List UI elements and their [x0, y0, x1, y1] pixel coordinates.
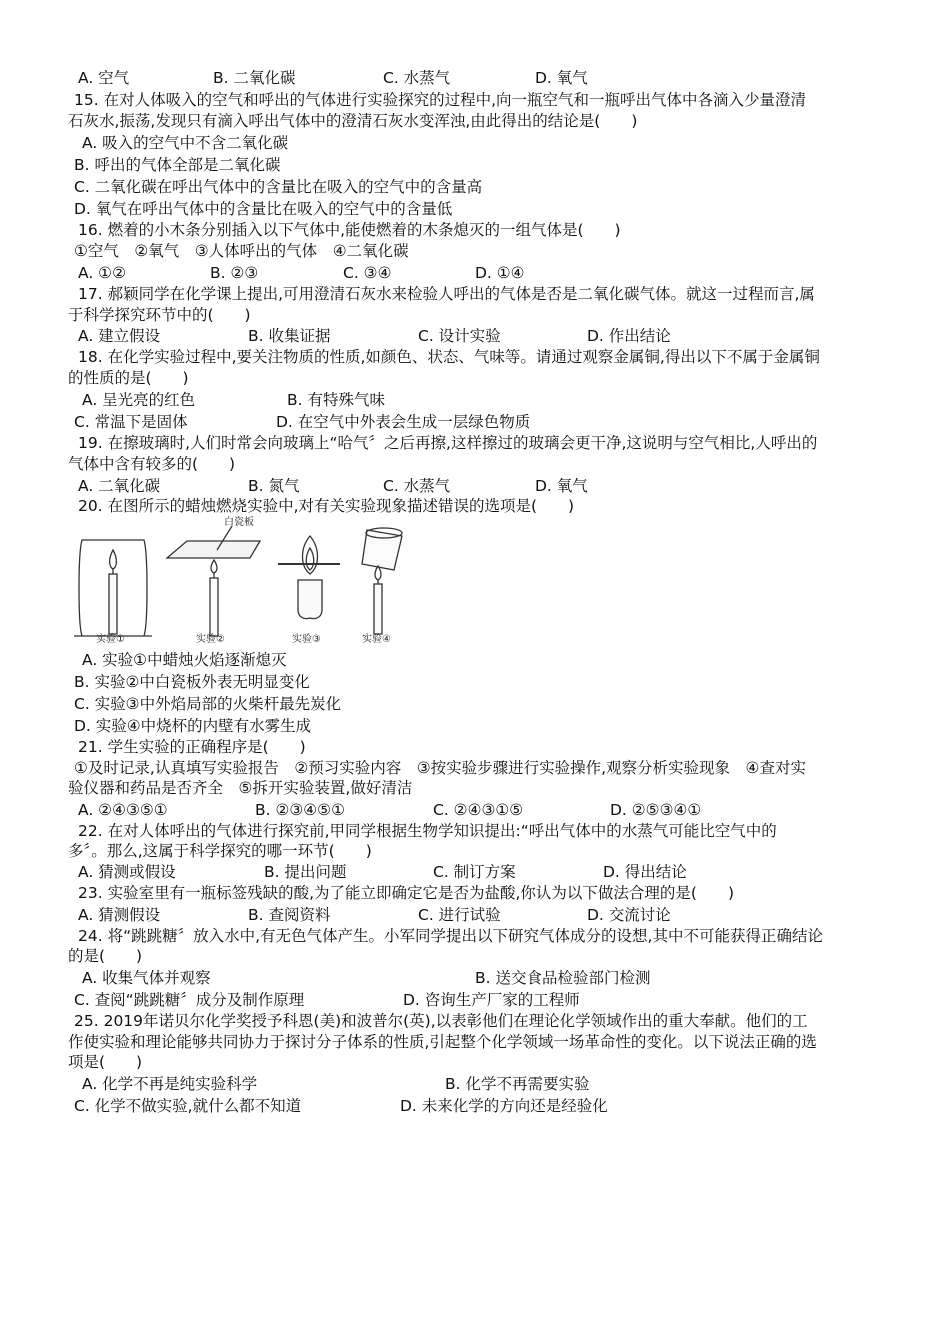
exp1-caption: 实验①	[96, 634, 125, 645]
q24-stem-line2: 的是( )	[68, 947, 143, 965]
q24-option-a: A. 收集气体并观察	[82, 969, 211, 987]
q23-option-c: C. 进行试验	[418, 906, 501, 924]
q18-option-a: A. 呈光亮的红色	[82, 391, 196, 409]
q22-option-b: B. 提出问题	[264, 863, 347, 881]
q24-stem-line1: 24. 将“跳跳糖〞放入水中,有无色气体产生。小军同学提出以下研究气体成分的设想,其中不可能获得正确结论	[78, 927, 823, 945]
q17-option-d: D. 作出结论	[587, 327, 671, 345]
exp1-candle	[109, 574, 117, 634]
q17-option-b: B. 收集证据	[248, 327, 331, 345]
exp3-outer-flame	[303, 536, 318, 574]
q15-option-a: A. 吸入的空气中不含二氧化碳	[82, 134, 289, 152]
exp3-candle	[298, 580, 322, 619]
q22-option-c: C. 制订方案	[433, 863, 516, 881]
exp2-white-plate	[167, 541, 260, 558]
q20-option-b: B. 实验②中白瓷板外表无明显变化	[74, 673, 310, 691]
q23-option-b: B. 查阅资料	[248, 906, 331, 924]
q19-option-c: C. 水蒸气	[383, 477, 451, 495]
q23-option-a: A. 猜测假设	[78, 906, 161, 924]
q15-option-d: D. 氧气在呼出气体中的含量比在吸入的空气中的含量低	[74, 200, 453, 218]
q22-option-a: A. 猜测或假设	[78, 863, 176, 881]
q24-option-b: B. 送交食品检验部门检测	[475, 969, 651, 987]
q14-option-b: B. 二氧化碳	[213, 69, 296, 87]
q15-option-b: B. 呼出的气体全部是二氧化碳	[74, 156, 281, 174]
q18-option-b: B. 有特殊气味	[287, 391, 385, 409]
q21-items-line2: 验仪器和药品是否齐全 ⑤拆开实验装置,做好清洁	[68, 779, 413, 797]
exp2-caption: 实验②	[196, 634, 225, 645]
exp2-plate-label: 白瓷板	[224, 517, 254, 528]
q23-stem: 23. 实验室里有一瓶标签残缺的酸,为了能立即确定它是否为盐酸,你认为以下做法合理的是( )	[78, 884, 735, 902]
q20-option-c: C. 实验③中外焰局部的火柴杆最先炭化	[74, 695, 342, 713]
q19-stem-line2: 气体中含有较多的( )	[68, 455, 236, 473]
q14-option-d: D. 氧气	[535, 69, 588, 87]
q25-stem-line1: 25. 2019年诺贝尔化学奖授予科恩(美)和波普尔(英),以表彰他们在理论化学领域作出的重大奉献。他们的工	[74, 1012, 808, 1030]
exp2-candle	[210, 578, 218, 636]
candle-experiments-svg	[72, 514, 412, 646]
q21-option-d: D. ②⑤③④①	[610, 801, 702, 819]
q20-stem: 20. 在图所示的蜡烛燃烧实验中,对有关实验现象描述错误的选项是( )	[78, 497, 575, 515]
q22-stem-line1: 22. 在对人体呼出的气体进行探究前,甲同学根据生物学知识提出:“呼出气体中的水蒸气可能比空气中的	[78, 822, 777, 840]
q17-stem-line1: 17. 郝颖同学在化学课上提出,可用澄清石灰水来检验人呼出的气体是否是二氧化碳气体。就这一过程而言,属	[78, 285, 815, 303]
q14-option-c: C. 水蒸气	[383, 69, 451, 87]
q17-option-c: C. 设计实验	[418, 327, 501, 345]
q17-option-a: A. 建立假设	[78, 327, 161, 345]
q18-stem-line2: 的性质的是( )	[68, 369, 189, 387]
q25-option-d: D. 未来化学的方向还是经验化	[400, 1097, 608, 1115]
q21-stem: 21. 学生实验的正确程序是( )	[78, 738, 306, 756]
q15-stem-line2: 石灰水,振荡,发现只有滴入呼出气体中的澄清石灰水变浑浊,由此得出的结论是( )	[68, 112, 638, 130]
q16-option-a: A. ①②	[78, 264, 126, 282]
q25-option-c: C. 化学不做实验,就什么都不知道	[74, 1097, 302, 1115]
q15-stem-line1: 15. 在对人体吸入的空气和呼出的气体进行实验探究的过程中,向一瓶空气和一瓶呼出气体中各滴入少量澄清	[74, 91, 807, 109]
exp4-flame	[375, 566, 381, 580]
q25-stem-line3: 项是( )	[68, 1053, 143, 1071]
q16-option-c: C. ③④	[343, 264, 392, 282]
q21-option-b: B. ②③④⑤①	[255, 801, 345, 819]
q25-option-b: B. 化学不再需要实验	[445, 1075, 590, 1093]
q24-option-d: D. 咨询生产厂家的工程师	[403, 991, 580, 1009]
exp3-inner-flame	[306, 548, 314, 570]
exp3-caption: 实验③	[292, 634, 321, 645]
q18-stem-line1: 18. 在化学实验过程中,要关注物质的性质,如颜色、状态、气味等。请通过观察金属铜,得出以下不属于金属铜	[78, 348, 820, 366]
q16-items: ①空气 ②氧气 ③人体呼出的气体 ④二氧化碳	[74, 242, 409, 260]
exp4-candle	[374, 584, 382, 634]
q20-option-d: D. 实验④中烧杯的内壁有水雾生成	[74, 717, 312, 735]
exp1-flame	[110, 550, 117, 569]
q23-option-d: D. 交流讨论	[587, 906, 671, 924]
q21-items-line1: ①及时记录,认真填写实验报告 ②预习实验内容 ③按实验步骤进行实验操作,观察分析实验现象 ④查对实	[74, 759, 806, 777]
q25-option-a: A. 化学不再是纯实验科学	[82, 1075, 258, 1093]
q20-option-a: A. 实验①中蜡烛火焰逐渐熄灭	[82, 651, 287, 669]
q14-option-a: A. 空气	[78, 69, 130, 87]
q22-option-d: D. 得出结论	[603, 863, 687, 881]
q21-option-c: C. ②④③①⑤	[433, 801, 524, 819]
q16-stem: 16. 燃着的小木条分别插入以下气体中,能使燃着的木条熄灭的一组气体是( )	[78, 221, 621, 239]
q16-option-d: D. ①④	[475, 264, 525, 282]
q16-option-b: B. ②③	[210, 264, 259, 282]
q24-option-c: C. 查阅“跳跳糖〞成分及制作原理	[74, 991, 305, 1009]
exp4-caption: 实验④	[362, 634, 391, 645]
q19-option-a: A. 二氧化碳	[78, 477, 161, 495]
q19-stem-line1: 19. 在擦玻璃时,人们时常会向玻璃上“哈气〞之后再擦,这样擦过的玻璃会更干净,这说明与空气相比,人呼出的	[78, 434, 818, 452]
exp2-flame	[211, 560, 217, 573]
q18-option-d: D. 在空气中外表会生成一层绿色物质	[276, 413, 531, 431]
q19-option-d: D. 氧气	[535, 477, 588, 495]
q19-option-b: B. 氮气	[248, 477, 300, 495]
q25-stem-line2: 作使实验和理论能够共同协力于探讨分子体系的性质,引起整个化学领域一场革命性的变化。以下说法正确的选	[68, 1033, 817, 1051]
q17-stem-line2: 于科学探究环节中的( )	[68, 306, 251, 324]
q22-stem-line2: 多〞。那么,这属于科学探究的哪一环节( )	[68, 842, 372, 860]
q18-option-c: C. 常温下是固体	[74, 413, 188, 431]
candle-experiments-figure	[72, 514, 412, 646]
q21-option-a: A. ②④③⑤①	[78, 801, 168, 819]
q15-option-c: C. 二氧化碳在呼出气体中的含量比在吸入的空气中的含量高	[74, 178, 483, 196]
